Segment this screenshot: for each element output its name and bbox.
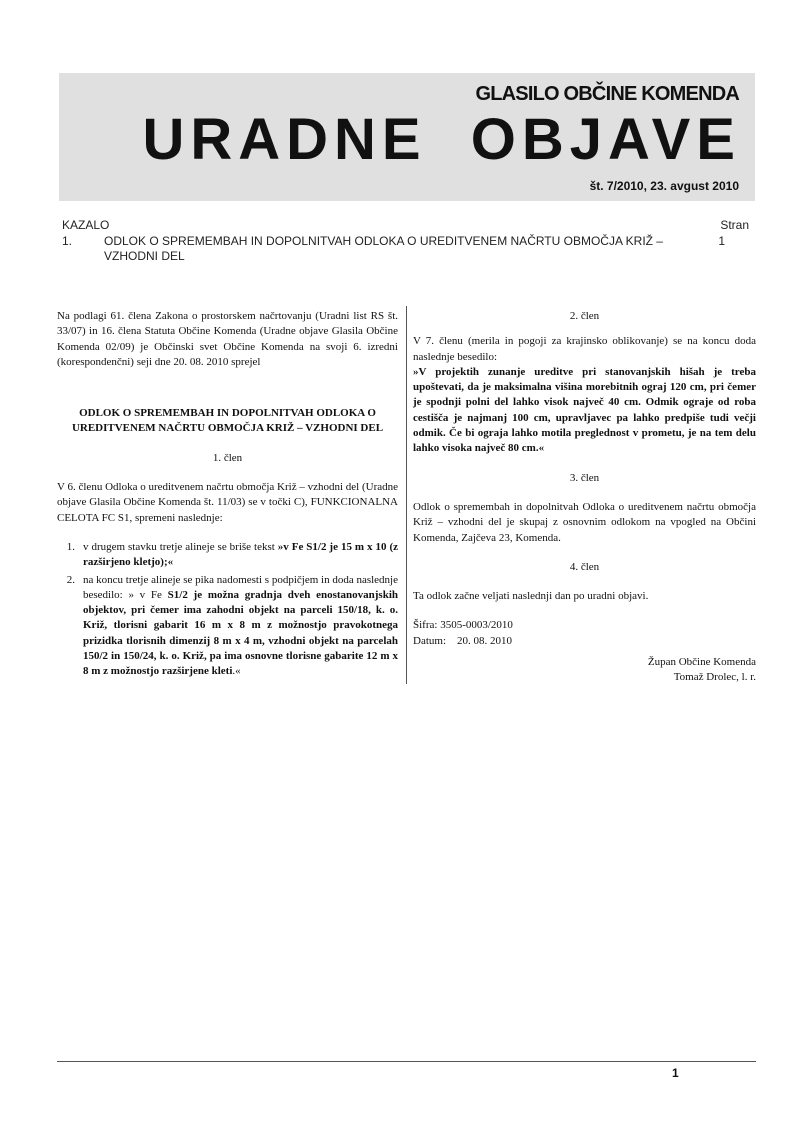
toc-header <box>62 218 752 233</box>
list-item-text: na koncu tretje alineje se pika nadomesti s podpičjem in doda naslednje besedilo: » v Fe <box>83 573 398 601</box>
column-divider <box>406 306 407 684</box>
list-item <box>57 540 398 571</box>
list-item-text: v drugem stavku tretje alineje se briše tekst <box>83 540 278 553</box>
article-4-text: Ta odlok začne veljati naslednji dan po uradni objavi. <box>413 590 649 603</box>
issue-number-date: št. 7/2010, 23. avgust 2010 <box>589 179 739 193</box>
decree-title: ODLOK O SPREMEMBAH IN DOPOLNITVAH ODLOKA O UREDITVENEM NAČRTU OBMOČJA KRIŽ – VZHODNI DEL <box>71 407 384 435</box>
article-3-heading: 3. člen <box>569 471 600 484</box>
amendment-list <box>57 540 398 680</box>
article-2-quote: »V projektih zunanje ureditve pri stanovanjskih hišah je treba upoštevati, da je maksimalna višina morebitnih ograj 120 cm, pri čemer je spodnji polni del lahko visok največ 40 cm. Odmik ograje od roba cestišča je najmanj 100 cm, upravljavec pa lahko predpiše tudi večji odmik. Če bi ograja lahko motila preglednost v prometu, je na tem delu lahko visoka največ 80 cm.« <box>413 365 756 455</box>
page-number: 1 <box>672 1066 679 1080</box>
document-date: Datum: 20. 08. 2010 <box>413 634 512 647</box>
toc-page-label: Stran <box>720 218 749 232</box>
table-of-contents <box>62 218 752 264</box>
left-column <box>57 309 398 682</box>
article-3-text: Odlok o spremembah in dopolnitvah Odloka o ureditvenem načrtu območja Križ – vzhodni del je skupaj z osnovnim odlokom na vpogled na Občini Komenda, Zajčeva 23, Komenda. <box>413 500 756 544</box>
footer-rule <box>57 1061 756 1062</box>
toc-item-title: ODLOK O SPREMEMBAH IN DOPOLNITVAH ODLOKA O UREDITVENEM NAČRTU OBMOČJA KRIŽ – VZHODNI DEL <box>104 234 663 263</box>
toc-label: KAZALO <box>62 218 110 232</box>
list-item-bold-text: »v Fe S1/2 je 15 m x 10 (z razširjeno kletjo);« <box>83 540 398 569</box>
publication-title: URADNE OBJAVE <box>142 107 741 172</box>
list-item-tail: .« <box>232 665 241 678</box>
publisher-name: GLASILO OBČINE KOMENDA <box>475 83 739 105</box>
signer-title: Župan Občine Komenda <box>647 656 756 669</box>
toc-item[interactable] <box>62 234 752 264</box>
list-item-bold-text: S1/2 je možna gradnja dveh enostanovanjskih objektov, pri čemer ima zahodni objekt na parceli 150/18, k. o. Križ, tlorisni gabarit 16 m x 8 m z možnostjo pravokotnega prizidka tlorisnih dimenzij 8 m x 4 m, vzhodni objekt na parcelah 150/2 in 150/24, k. o. Križ, pa ima osnovne tlorisne gabarite 12 m x 8 m z možnostjo razširjene kleti <box>83 588 398 678</box>
article-1-heading: 1. člen <box>212 451 243 464</box>
list-item-number: 1. <box>66 540 75 553</box>
right-column <box>413 309 756 686</box>
signer-name: Tomaž Drolec, l. r. <box>673 671 756 684</box>
preamble: Na podlagi 61. člena Zakona o prostorskem načrtovanju (Uradni list RS št. 33/07) in 16. člena Statuta Občine Komenda (Uradne objave Glasila Občine Komenda 02/09) je Občinski svet Občine Komenda na svoji 6. izredni (korespondenčni) seji dne 20. 08. 2010 sprejel <box>57 310 398 368</box>
article-4-heading: 4. člen <box>569 560 600 573</box>
toc-item-number: 1. <box>62 234 73 248</box>
article-1-text: V 6. členu Odloka o ureditvenem načrtu območja Križ – vzhodni del (Uradne objave Glasila Občine Komenda št. 11/03) se v točki C), FUNKCIONALNA CELOTA FC S1, spremeni naslednje: <box>57 481 398 524</box>
article-2-heading: 2. člen <box>569 310 600 322</box>
list-item <box>57 573 398 680</box>
list-item-number: 2. <box>66 573 75 586</box>
article-2-text: V 7. členu (merila in pogoji za krajinsko oblikovanje) se na koncu doda naslednje besedilo: <box>413 335 756 363</box>
document-code: Šifra: 3505-0003/2010 <box>413 619 513 632</box>
toc-item-page: 1 <box>718 234 725 248</box>
masthead <box>59 73 755 201</box>
